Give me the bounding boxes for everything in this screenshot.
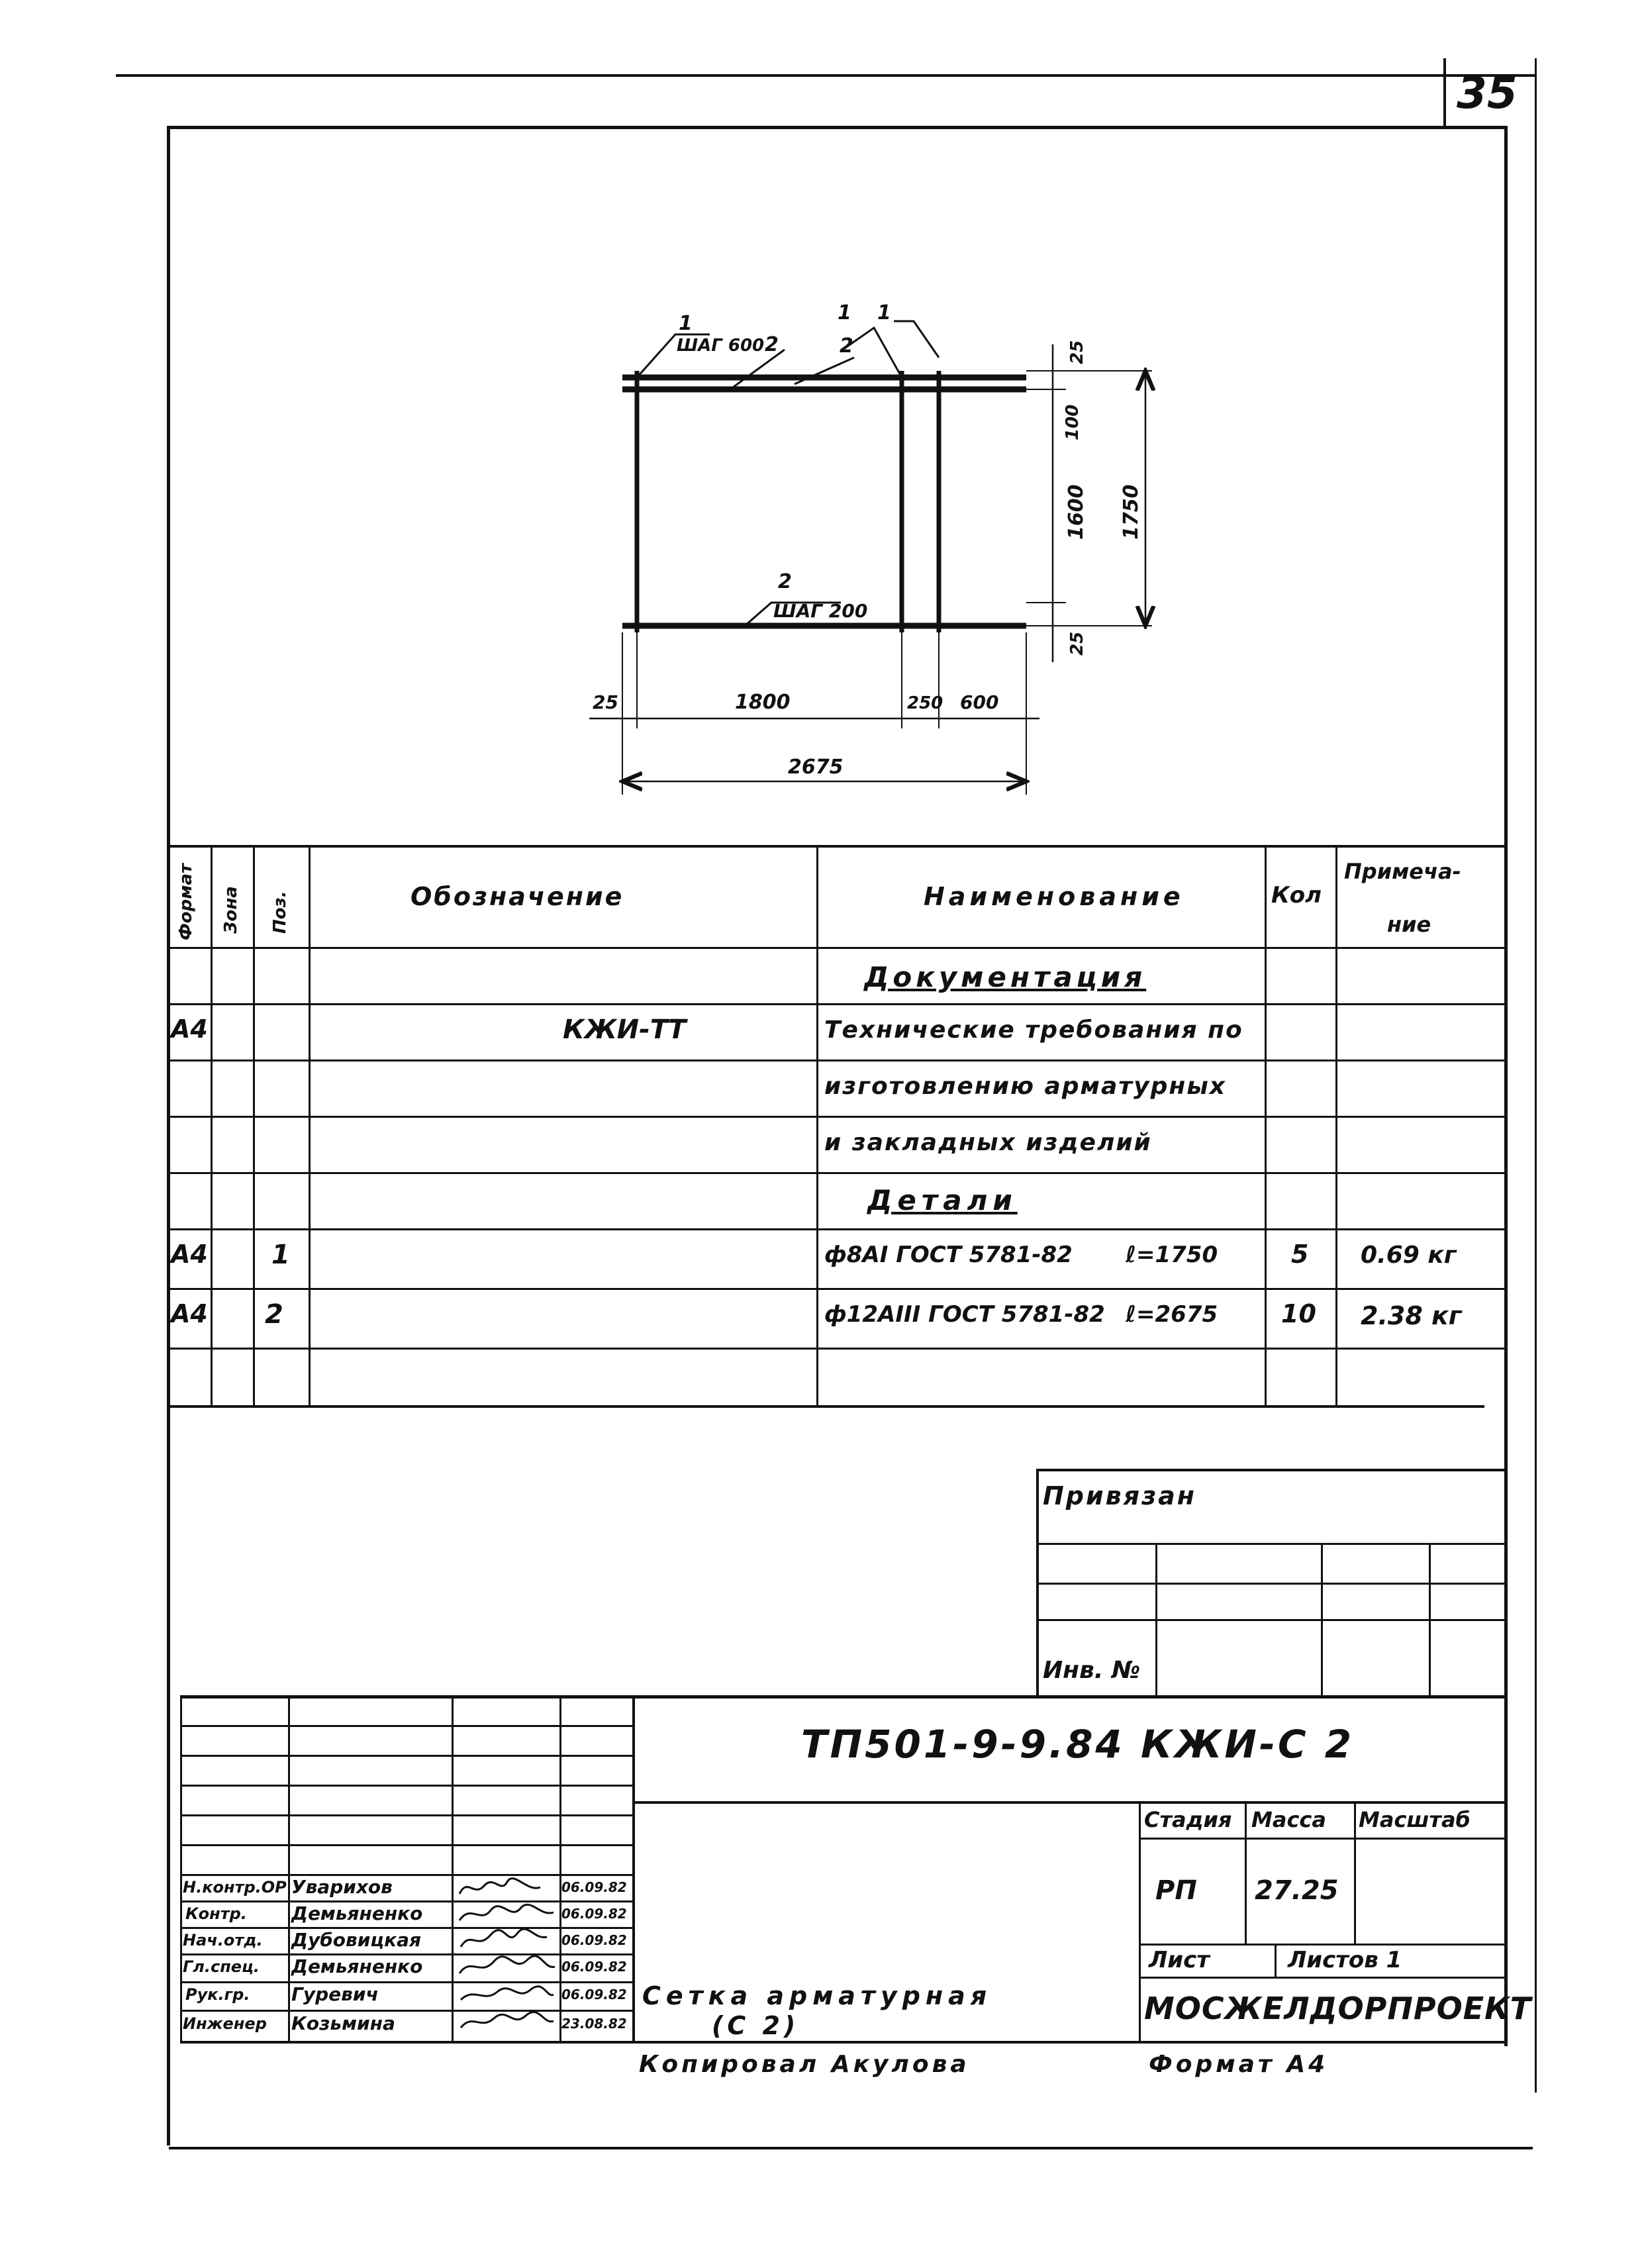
staff-role: Рук.гр. xyxy=(185,1985,250,2004)
dim-top-25: 25 xyxy=(1067,340,1087,364)
staff-date: 06.09.82 xyxy=(561,1906,627,1922)
header-format: Формат xyxy=(176,863,196,940)
part-1-qty: 5 xyxy=(1291,1240,1309,1269)
mass-label: Масса xyxy=(1251,1807,1326,1832)
binding-title: Привязан xyxy=(1043,1481,1197,1510)
scale-label: Масштаб xyxy=(1359,1807,1471,1832)
drawing-code: ТП501-9-9.84 КЖИ-С 2 xyxy=(801,1722,1355,1767)
drawing-title-2: (С 2) xyxy=(712,2011,800,2040)
callout-bottom-pos: 2 xyxy=(778,570,792,593)
dim-1600: 1600 xyxy=(1065,484,1088,540)
part-2-pos: 2 xyxy=(265,1299,283,1330)
bottom-rule xyxy=(169,2147,1533,2149)
header-designation: Обозначение xyxy=(410,882,624,911)
dim-100: 100 xyxy=(1063,404,1083,440)
staff-date: 06.09.82 xyxy=(561,1932,627,1948)
dim-250: 250 xyxy=(907,693,943,713)
drawing-title-1: Сетка арматурная xyxy=(642,1981,992,2010)
outer-right-edge xyxy=(1535,126,1537,2093)
section-parts: Детали xyxy=(867,1184,1018,1216)
header-zone: Зона xyxy=(221,886,241,934)
staff-role: Н.контр.ОР xyxy=(183,1878,287,1897)
staff-date: 06.09.82 xyxy=(561,1879,627,1895)
header-name: Наименование xyxy=(924,882,1184,911)
sheet-label: Лист xyxy=(1149,1947,1210,1973)
copied-by: Копировал Акулова xyxy=(639,2051,970,2078)
mass-value: 27.25 xyxy=(1255,1875,1339,1906)
section-documentation: Документация xyxy=(864,961,1147,993)
header-note-1: Примеча- xyxy=(1344,859,1461,884)
mesh-drawing xyxy=(563,291,1198,808)
staff-date: 23.08.82 xyxy=(561,2016,627,2032)
doc-row-designation: КЖИ-ТТ xyxy=(563,1014,687,1045)
staff-name: Демьяненко xyxy=(291,1902,423,1924)
staff-name: Демьяненко xyxy=(291,1955,423,1977)
callout-top-step: ШАГ 600 xyxy=(677,336,765,356)
dim-bot-25: 25 xyxy=(1067,631,1087,656)
organization: МОСЖЕЛДОРПРОЕКТ xyxy=(1144,1991,1532,2026)
dim-left-25: 25 xyxy=(593,691,618,713)
header-note-2: ние xyxy=(1387,912,1431,937)
stage-label: Стадия xyxy=(1144,1807,1232,1832)
staff-name: Козьмина xyxy=(291,2012,395,2034)
frame-left xyxy=(167,126,170,2145)
staff-date: 06.09.82 xyxy=(561,1959,627,1975)
inv-number-label: Инв. № xyxy=(1043,1657,1141,1684)
page-number: 35 xyxy=(1457,68,1518,119)
top-rule xyxy=(116,74,1536,77)
format-label: Формат А4 xyxy=(1149,2051,1329,2078)
callout-bottom-step: ШАГ 200 xyxy=(773,600,868,622)
staff-role: Контр. xyxy=(185,1904,247,1923)
callout-top-pos1c: 1 xyxy=(877,301,891,324)
part-1-length: ℓ=1750 xyxy=(1126,1242,1218,1268)
leader-top-right xyxy=(894,321,939,358)
callout-top-pos1b: 1 xyxy=(838,301,851,324)
page-number-box-right xyxy=(1535,58,1537,128)
staff-name: Уварихов xyxy=(291,1876,393,1898)
part-2-note: 2.38 кг xyxy=(1361,1301,1462,1330)
part-2-qty: 10 xyxy=(1281,1299,1316,1328)
dim-1800: 1800 xyxy=(735,691,791,714)
staff-date: 06.09.82 xyxy=(561,1987,627,2002)
doc-row-name-2: изготовлению арматурных xyxy=(824,1073,1227,1100)
doc-row-name-3: и закладных изделий xyxy=(824,1129,1152,1156)
callout-top-pos1a: 1 xyxy=(679,312,693,335)
frame-top xyxy=(167,126,1508,129)
part-1-pos: 1 xyxy=(271,1240,290,1270)
dim-1750: 1750 xyxy=(1120,484,1143,540)
staff-role: Инженер xyxy=(183,2014,267,2033)
staff-role: Нач.отд. xyxy=(183,1931,263,1949)
sheets-label: Листов 1 xyxy=(1288,1947,1402,1973)
frame-right xyxy=(1504,126,1508,2046)
staff-name: Дубовицкая xyxy=(291,1929,421,1951)
callout-top-pos2b: 2 xyxy=(840,334,853,358)
header-qty: Кол xyxy=(1271,882,1322,909)
dim-600: 600 xyxy=(960,691,999,713)
dim-2675: 2675 xyxy=(788,756,844,779)
callout-top-pos2a: 2 xyxy=(765,333,779,356)
part-1-note: 0.69 кг xyxy=(1361,1242,1457,1269)
part-2-format: А4 xyxy=(171,1299,208,1328)
part-1-format: А4 xyxy=(171,1240,208,1269)
staff-role: Гл.спец. xyxy=(183,1957,260,1976)
part-2-length: ℓ=2675 xyxy=(1126,1301,1218,1328)
doc-row-name-1: Технические требования по xyxy=(824,1016,1243,1044)
staff-name: Гуревич xyxy=(291,1983,379,2005)
doc-row-format: А4 xyxy=(171,1014,208,1044)
part-2-name: ф12АIII ГОСТ 5781-82 xyxy=(824,1301,1105,1328)
page-number-box-left xyxy=(1443,58,1446,128)
header-pos: Поз. xyxy=(270,891,290,934)
part-1-name: ф8АI ГОСТ 5781-82 xyxy=(824,1242,1073,1268)
signatures xyxy=(454,1874,560,2040)
stage-value: РП xyxy=(1155,1875,1197,1906)
